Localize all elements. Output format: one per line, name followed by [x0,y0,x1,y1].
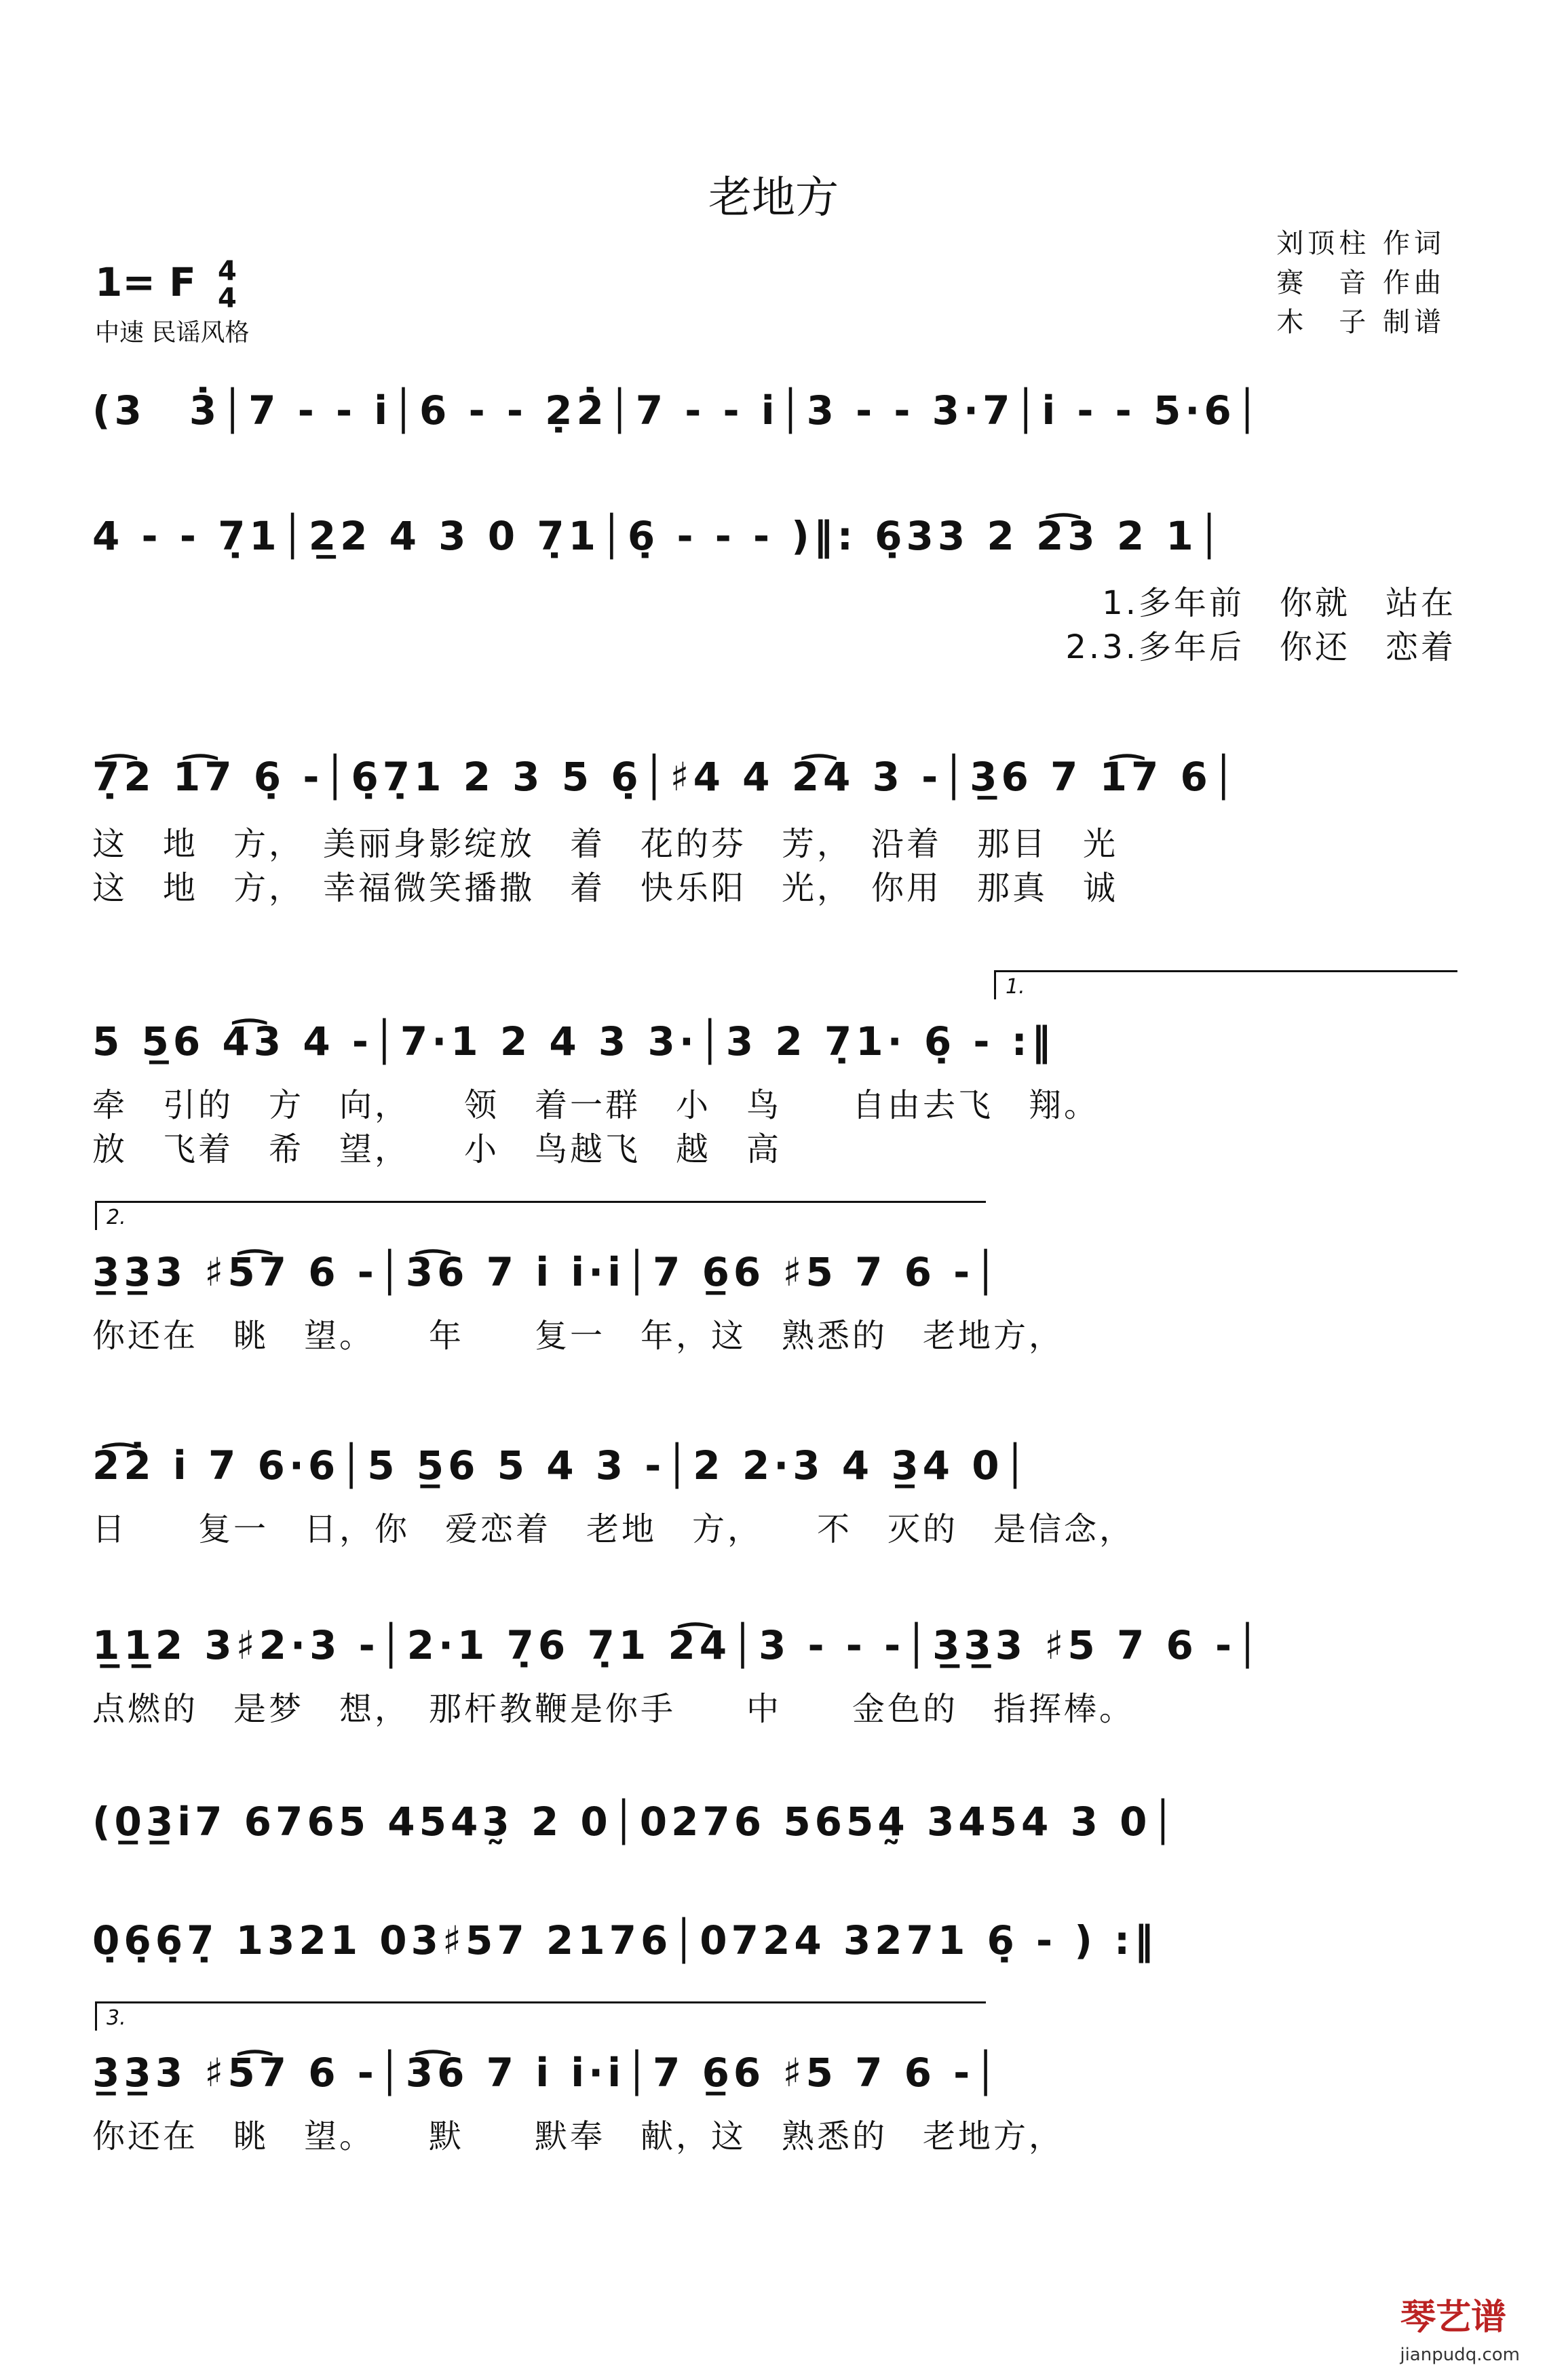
score-system-6 [92,1435,1456,1548]
volta-label: 1. [1006,975,1025,999]
volta-bracket-2 [95,1201,986,1230]
volta-bracket-3 [95,2001,986,2031]
notation-line: 0̣6̣6̣7̣ 1321 03♯57 2176│0724 3271 6̣ - ) :‖ [92,1917,1158,1963]
song-title: 老地方 [708,173,839,223]
notation-line: 7̣͡2 1͡7 6̣ -│6̣7̣1 2 3 5 6̣│♯4 4 2͡4 3 -│3̲6 7 1͡7 6│ [92,754,1240,800]
score-system-7 [92,1615,1456,1728]
lyric-line-verse-2: 这 地 方， 幸福微笑播撒 着 快乐阳 光， 你用 那真 诚 [92,869,1119,907]
score-system-10 [92,2042,1456,2155]
key-label: 1= F [95,259,196,306]
credits [1276,224,1445,342]
time-bottom: 4 [217,283,237,314]
tempo-marking: 中速 民谣风格 [95,319,250,347]
volta-bracket-1 [994,970,1457,999]
notation-line: 5 5̲6 4͡3 4 -│7·1 2 4 3 3·│3 2 7̣1· 6̣ - :‖ [92,1018,1055,1064]
score-system-4 [92,1011,1456,1168]
notation-line: (0̲3̲i̇7 6765 4543̰ 2 0│0276 5654̰ 3454 3 0│ [92,1799,1179,1845]
credit-composer: 赛 音 作曲 [1276,267,1445,299]
credit-transcriber: 木 子 制谱 [1276,307,1445,338]
score-system-3 [92,746,1456,907]
score-system-2 [92,505,1456,666]
notation-line: 3̲3̲3 ♯5͡7 6 -│3͡6 7 i̇ i̇·i̇│7 6̲6 ♯5 7 6 -│ [92,2050,1002,2096]
notation-line: 1̲1̲2 3♯2·3 -│2·1 7̣6 7̣1 2͡4│3 - - -│3̲3̲3 ♯5 7 6 -│ [92,1622,1264,1668]
watermark-url: jianpudq.com [1400,2345,1520,2365]
notation-line: 4 - - 7̣1│2̲2 4 3 0 7̣1│6̣ - - - )‖: 6̣33 2 2͡3 2 1│ [92,513,1225,559]
watermark-brand: 琴艺谱 [1400,2297,1506,2338]
lyric-line-verse-1: 牵 引的 方 向， 领 着一群 小 鸟 自由去飞 翔。 [92,1086,1100,1124]
volta-label: 2. [107,1206,126,1229]
score-system-1 [92,380,1456,461]
lyric-line-verse-1: 这 地 方， 美丽身影绽放 着 花的芬 芳， 沿着 那目 光 [92,825,1119,863]
time-top: 4 [217,256,237,287]
lyric-line: 你还在 眺 望。 年 复一 年，这 熟悉的 老地方， [92,1317,1065,1355]
volta-label: 3. [107,2006,126,2030]
notation-line: 3̲3̲3 ♯5͡7 6 -│3͡6 7 i̇ i̇·i̇│7 6̲6 ♯5 7 6 -│ [92,1249,1002,1295]
lyric-line: 日 复一 日，你 爱恋着 老地 方， 不 灭的 是信念， [92,1510,1135,1548]
lyric-line-verse-2: 放 飞着 希 望， 小 鸟越飞 越 高 [92,1130,782,1168]
score-system-8 [92,1791,1456,1873]
credit-lyricist: 刘顶柱 作词 [1276,228,1445,259]
score-system-5 [92,1242,1456,1355]
time-signature [218,258,237,312]
lyric-line: 点燃的 是梦 想， 那杆教鞭是你手 中 金色的 指挥棒。 [92,1690,1135,1728]
key-signature [95,258,237,312]
notation-line: (3 3̇│7 - - i̇│6 - - 2̣2̇│7 - - i̇│3 - - 3·7│i̇ - - 5·6│ [92,387,1263,434]
lyric-line-verse-2: 2.3.多年后 你还 恋着 [1065,628,1456,666]
lyric-line-verse-1: 1.多年前 你就 站在 [1102,584,1456,622]
notation-line: 2͡2̇ i̇ 7 6·6│5 5̲6 5 4 3 -│2 2·3 4 3̲4 0│ [92,1442,1031,1489]
score-system-9 [92,1910,1456,1991]
lyric-line: 你还在 眺 望。 默 默奉 献，这 熟悉的 老地方， [92,2117,1065,2155]
